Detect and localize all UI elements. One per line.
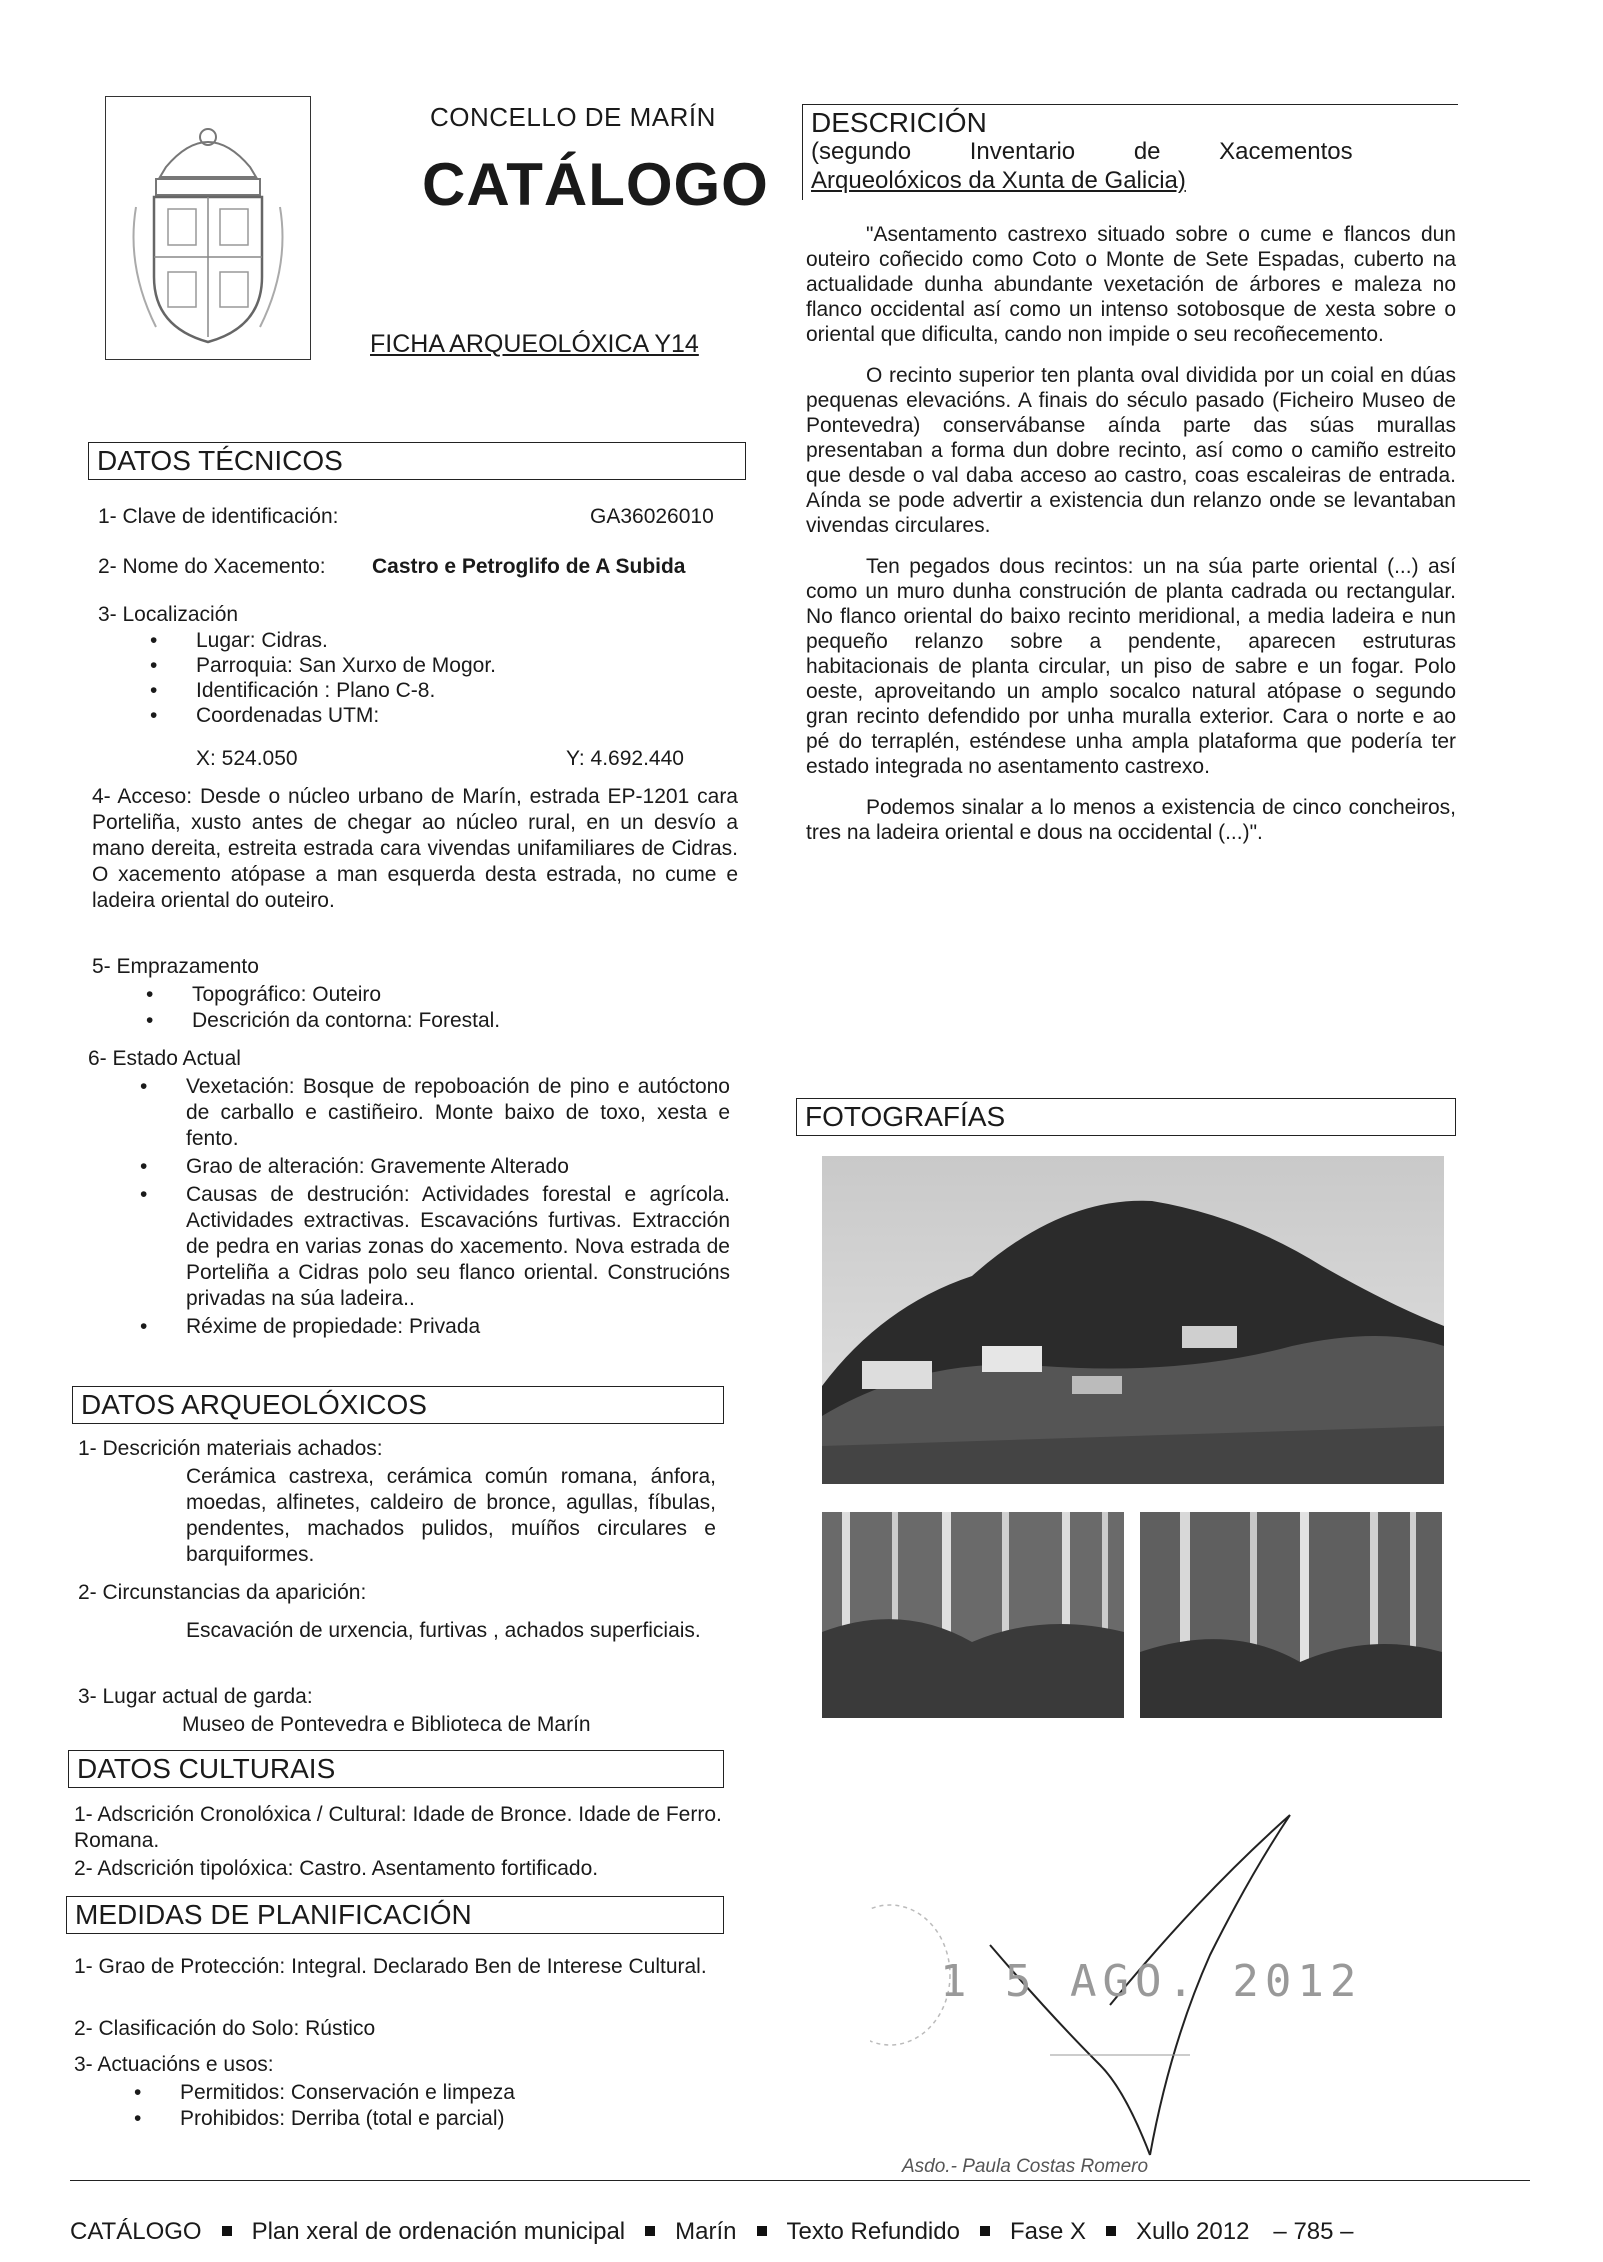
page-title: CATÁLOGO xyxy=(422,151,769,218)
list-item: • Prohibidos: Derriba (total e parcial) xyxy=(124,2106,684,2132)
emprazamento-label: 5- Emprazamento xyxy=(92,955,259,978)
section-heading: MEDIDAS DE PLANIFICACIÓN xyxy=(75,1899,472,1930)
hill-photo-image xyxy=(822,1156,1444,1484)
acceso-value: 4- Acceso: Desde o núcleo urbano de Marín, estrada EP-1201 cara Porteliña, xusto antes de chegar ao núcleo rural, en un desvío a mano dereita, estreita estrada cara vivendas unifamiliares de Cidras. O xacemento atópase a man esquerda desta estrada, no cume e ladeira oriental do outeiro. xyxy=(92,785,738,912)
nome-label: 2- Nome do Xacemento: xyxy=(98,555,326,578)
emprazamento-list xyxy=(136,982,746,1034)
descricion-body xyxy=(806,222,1456,861)
section-medidas xyxy=(66,1896,724,1934)
photo-hill xyxy=(822,1156,1444,1484)
garda-text: Museo de Pontevedra e Biblioteca de Marín xyxy=(182,1713,591,1736)
coord-y: Y: 4.692.440 xyxy=(566,747,684,770)
list-item: • Topográfico: Outeiro xyxy=(136,982,746,1008)
list-item: • Causas de destrución: Actividades forestal e agrícola. Actividades extractivas. Escavacións furtivas. Extracción de pedra en varias zonas do xacemento. Nova estrada de Porteliña a Cidras polo seu flanco oriental. Construcións privadas na súa ladeira.. xyxy=(130,1182,730,1312)
square-bullet-icon xyxy=(645,2226,655,2236)
paragraph: Podemos sinalar a lo menos a existencia de cinco concheiros, tres na ladeira oriental e dous na occidental (...)". xyxy=(806,796,1456,844)
signature-stroke-icon xyxy=(870,1745,1490,2165)
square-bullet-icon xyxy=(980,2226,990,2236)
subheading-text: (segundo Inventario de Xacementos xyxy=(811,138,1353,165)
stamp-date: 1 5 AGO. 2012 xyxy=(940,1956,1363,2007)
footer-fase: Fase X xyxy=(1009,2218,1086,2245)
list-item: • Coordenadas UTM: xyxy=(140,703,740,728)
footer-divider xyxy=(70,2180,1530,2181)
section-datos-arqueoloxicos xyxy=(72,1386,724,1424)
adscricion-text: 1- Adscrición Cronolóxica / Cultural: Idade de Bronce. Idade de Ferro. Romana. xyxy=(74,1803,722,1852)
list-item: • Parroquia: San Xurxo de Mogor. xyxy=(140,653,740,678)
acceso-text xyxy=(92,784,738,914)
paragraph: O recinto superior ten planta oval dividida por un coial en dúas pequenas elevacións. A finais do século pasado (Ficheiro Museo de Pontevedra) conservábanse aínda parte das súas murallas presentaban a forma dun dobre recinto, así como o camiño estreito que desde o val daba acceso ao castro, coas escaleiras de entrada. Aínda se pode advertir a existencia dun relanzo onde se levantaban vivendas circulares. xyxy=(806,364,1456,537)
municipality-name: CONCELLO DE MARÍN xyxy=(430,102,716,132)
footer-catalogo: CATÁLOGO xyxy=(70,2218,202,2245)
localizacion-list xyxy=(140,628,740,728)
descricion-subheading-1 xyxy=(811,137,1450,167)
square-bullet-icon xyxy=(757,2226,767,2236)
coord-x: X: 524.050 xyxy=(196,747,298,770)
footer-plan: Plan xeral de ordenación municipal xyxy=(251,2218,626,2245)
list-item: • Descrición da contorna: Forestal. xyxy=(136,1008,746,1034)
paragraph: Ten pegados dous recintos: un na súa parte oriental (...) así como un muro dunha construción de planta cadrada ou rectangular. No flanco oriental do baixo recinto meridional, a media ladeira e nun pequeño relanzo sobre a pendente, aparecen estruturas habitacionais de planta circular, un piso de sabre e un fogar. Polo oeste, aproveitando un amplo socalco natural atópase o segundo gran recinto defendido por unha muralla exterior. Cara o norte e ao pé do terraplén, esténdese unha ampla plataforma que podería ter estado integrada no asentamento castrexo. xyxy=(806,555,1456,778)
coat-of-arms-icon xyxy=(106,97,310,359)
clave-label: 1- Clave de identificación: xyxy=(98,505,339,528)
section-heading: DATOS CULTURAIS xyxy=(77,1753,336,1784)
descricion-subheading-2: Arqueolóxicos da Xunta de Galicia) xyxy=(811,167,1186,194)
footer-place: Marín xyxy=(675,2218,737,2245)
section-fotografias xyxy=(796,1098,1456,1136)
localizacion-label: 3- Localización xyxy=(98,603,239,626)
nome-value: Castro e Petroglifo de A Subida xyxy=(372,555,686,578)
list-item: • Réxime de propiedade: Privada xyxy=(130,1314,730,1340)
list-item: • Vexetación: Bosque de repoboación de pino e autóctono de carballo e castiñeiro. Monte baixo de toxo, xesta e fento. xyxy=(130,1074,730,1152)
section-heading: DESCRICIÓN xyxy=(811,107,987,138)
materiais-text: Cerámica castrexa, cerámica común romana, ánfora, moedas, alfinetes, caldeiro de bronce, agullas, fíbulas, pendentes, machados pulidos, muíños circulares e barquiformes. xyxy=(186,1465,716,1566)
section-datos-culturais xyxy=(68,1750,724,1788)
list-item: • Permitidos: Conservación e limpeza xyxy=(124,2080,684,2106)
materiais-label: 1- Descrición materiais achados: xyxy=(78,1437,383,1460)
actuacions-list xyxy=(124,2080,684,2132)
list-item: • Lugar: Cidras. xyxy=(140,628,740,653)
footer-date: Xullo 2012 xyxy=(1135,2218,1250,2245)
section-heading: FOTOGRAFÍAS xyxy=(805,1101,1006,1132)
photo-forest-right xyxy=(1140,1512,1442,1718)
approval-stamp xyxy=(870,1745,1490,2165)
garda-label: 3- Lugar actual de garda: xyxy=(78,1685,313,1708)
actuacions-label: 3- Actuacións e usos: xyxy=(74,2053,274,2076)
signature-name: Asdo.- Paula Costas Romero xyxy=(902,2156,1149,2177)
forest-photo-image xyxy=(822,1512,1124,1718)
forest-photo-image xyxy=(1140,1512,1442,1718)
section-datos-tecnicos xyxy=(88,442,746,480)
square-bullet-icon xyxy=(222,2226,232,2236)
estado-label: 6- Estado Actual xyxy=(88,1047,241,1070)
section-heading: DATOS ARQUEOLÓXICOS xyxy=(81,1389,427,1420)
section-descricion xyxy=(802,104,1458,200)
list-item: • Grao de alteración: Gravemente Alterado xyxy=(130,1154,730,1180)
list-item: • Identificación : Plano C-8. xyxy=(140,678,740,703)
sheet-title: FICHA ARQUEOLÓXICA Y14 xyxy=(370,330,699,358)
coat-of-arms-logo xyxy=(105,96,311,360)
footer-texto: Texto Refundido xyxy=(786,2218,960,2245)
circunstancias-label: 2- Circunstancias da aparición: xyxy=(78,1581,367,1604)
page-footer xyxy=(70,2218,1540,2246)
tipoloxica-text: 2- Adscrición tipolóxica: Castro. Asentamento fortificado. xyxy=(74,1857,599,1880)
section-heading: DATOS TÉCNICOS xyxy=(97,445,343,476)
square-bullet-icon xyxy=(1106,2226,1116,2236)
clave-value: GA36026010 xyxy=(590,505,714,528)
photo-forest-left xyxy=(822,1512,1124,1718)
circunstancias-text: Escavación de urxencia, furtivas , achados superficiais. xyxy=(186,1619,701,1642)
page-number: – 785 – xyxy=(1273,2218,1354,2245)
proteccion-text: 1- Grao de Protección: Integral. Declarado Ben de Interese Cultural. xyxy=(74,1955,707,1978)
estado-list xyxy=(130,1074,730,1340)
solo-text: 2- Clasificación do Solo: Rústico xyxy=(74,2017,376,2040)
paragraph: "Asentamento castrexo situado sobre o cume e flancos dun outeiro coñecido como Coto o Monte de Sete Espadas, cuberto na actualidade dunha abundante vexetación de árbores e maleza no flanco occidental así como un intenso sotobosque de xesta sobre o oriental que dificulta, cando non impide o seu recoñecemento. xyxy=(806,223,1456,346)
